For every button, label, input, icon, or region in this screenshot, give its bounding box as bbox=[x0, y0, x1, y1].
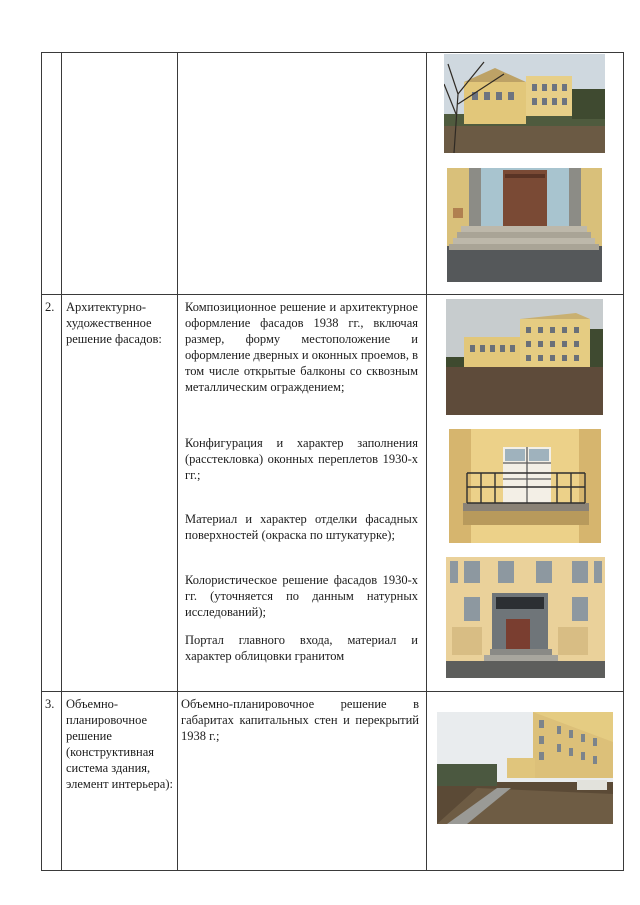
building-corner-photo bbox=[446, 299, 603, 415]
main-portal-text: Портал главного входа, материал и характер облицовки гранитом bbox=[185, 633, 418, 663]
row-divider-2 bbox=[41, 691, 624, 692]
column-divider-1 bbox=[61, 52, 62, 871]
facade-colour-text: Колористическое решение фасадов 1930-х гг. (уточняется по данным натурных исследований); bbox=[185, 573, 418, 619]
building-facade-photo bbox=[444, 54, 605, 153]
facade-composition-text: Композиционное решение и архитектурное оформление фасадов 1938 гг., включая размер, форму местоположение и оформление дверных и оконных проемов, в том числе открытые балконы со сквозным металлическим ограждением; bbox=[185, 300, 418, 394]
table-left-border bbox=[41, 52, 42, 871]
building-side-photo bbox=[437, 712, 613, 824]
facade-finish-text: Материал и характер отделки фасадных поверхностей (окраска по штукатурке); bbox=[185, 512, 418, 542]
main-entrance-photo bbox=[446, 557, 605, 678]
column-divider-3 bbox=[426, 52, 427, 871]
row-number-3: 3. bbox=[45, 697, 55, 711]
row-label-facades: Архитектурно-художественное решение фасадов: bbox=[66, 300, 162, 346]
table-bottom-border bbox=[41, 870, 624, 871]
table-top-border bbox=[41, 52, 624, 53]
row-label-planning: Объемно-планировочное решение (конструктивная система здания, элемент интерьера): bbox=[66, 697, 173, 791]
balcony-photo bbox=[449, 429, 601, 543]
planning-solution-text: Объемно-планировочное решение в габаритах капитальных стен и перекрытий 1938 г.; bbox=[181, 697, 419, 743]
column-divider-2 bbox=[177, 52, 178, 871]
row-divider-1 bbox=[41, 294, 624, 295]
row-number-2: 2. bbox=[45, 300, 55, 314]
table-right-border bbox=[623, 52, 624, 871]
window-frames-text: Конфигурация и характер заполнения (расстекловка) оконных переплетов 1930-х гг.; bbox=[185, 436, 418, 482]
entrance-steps-photo bbox=[447, 168, 602, 282]
